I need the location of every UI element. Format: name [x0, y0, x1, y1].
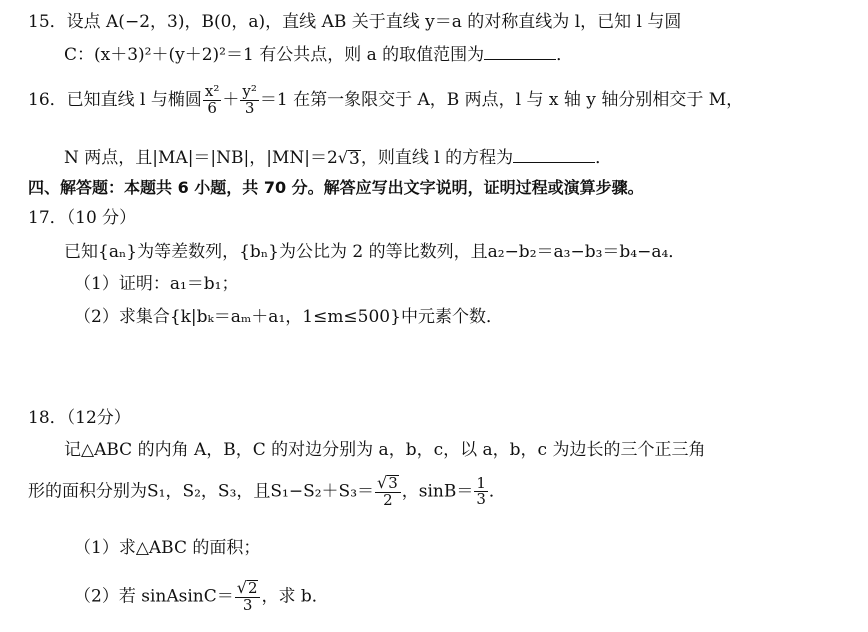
q16-line2-end: ．	[595, 148, 613, 168]
q16-prefix: 16．已知直线 l 与椭圆	[28, 89, 202, 110]
fraction-y2-over-3	[240, 84, 259, 117]
q15-line2-end: ．	[556, 45, 574, 65]
q15-line1: 15．设点 A(−2，3)，B(0，a)，直线 AB 关于直线 y＝a 的对称直线为 l，已知 l 与圆	[28, 12, 682, 32]
fraction-x2-over-6	[203, 84, 221, 117]
q17-line1: 已知{aₙ}为等差数列，{bₙ}为公比为 2 的等比数列，且a₂−b₂＝a₃−b₃＝b₄−a₄．	[64, 242, 686, 262]
frac-den: 3	[242, 595, 253, 614]
q16-suffix: ＝1 在第一象限交于 A，B 两点，l 与 x 轴 y 轴分别相交于 M，	[259, 89, 744, 110]
q18-line2-b: ，sinB＝	[401, 481, 474, 502]
q18-part2-a: （2）若 sinAsinC＝	[74, 586, 234, 607]
q18-part1: （1）求△ABC 的面积；	[74, 538, 261, 558]
q18-line2	[28, 475, 506, 509]
frac-num: 1	[476, 473, 486, 492]
q18-part2-b: ，求 b．	[261, 586, 329, 607]
q16-line2	[64, 148, 612, 168]
q17-header: 17．（10 分）	[28, 208, 137, 228]
frac-den: 2	[383, 490, 393, 509]
sqrt-inner: 3	[388, 474, 398, 492]
frac-num: y²	[242, 82, 257, 100]
frac-num: √ 2	[235, 580, 261, 598]
sqrt-inner: 2	[247, 579, 258, 597]
q18-header: 18．（12分）	[28, 408, 131, 428]
q15-line2	[64, 45, 573, 64]
q16-line2-a: N 两点，且|MA|＝|NB|，|MN|＝2	[64, 148, 338, 168]
fraction-sqrt3-over-2	[375, 475, 401, 509]
answer-blank	[484, 45, 556, 60]
q18-line2-a: 形的面积分别为S₁，S₂，S₃，且S₁−S₂＋S₃＝	[28, 481, 375, 502]
q17-part1: （1）证明：a₁＝b₁；	[74, 274, 239, 294]
sqrt-3: √ 3	[337, 148, 360, 169]
answer-blank	[513, 148, 595, 163]
frac-num: √ 3	[375, 475, 401, 493]
frac-den: 3	[244, 98, 255, 117]
q15-line2-text: C：(x＋3)²＋(y＋2)²＝1 有公共点，则 a 的取值范围为	[64, 45, 485, 65]
q17-part2: （2）求集合{k|bₖ＝aₘ＋a₁，1≤m≤500}中元素个数．	[74, 307, 503, 327]
section-heading: 四、解答题：本题共 6 小题，共 70 分。解答应写出文字说明，证明过程或演算步骤。	[28, 178, 644, 197]
frac-den: 6	[207, 98, 217, 117]
sqrt-inner: 3	[349, 149, 360, 169]
q18-line2-end: ．	[488, 481, 506, 502]
fraction-1-over-3	[474, 473, 488, 509]
q18-line1: 记△ABC 的内角 A，B，C 的对边分别为 a，b，c，以 a，b，c 为边长的三个正三角	[64, 440, 706, 460]
plus-sign: ＋	[222, 89, 240, 110]
fraction-sqrt2-over-3	[235, 580, 261, 614]
frac-num: x²	[204, 82, 220, 100]
q16-line1	[28, 84, 743, 117]
frac-den: 3	[476, 490, 486, 509]
q18-part2	[74, 580, 329, 614]
q16-line2-b: ，则直线 l 的方程为	[360, 148, 514, 168]
